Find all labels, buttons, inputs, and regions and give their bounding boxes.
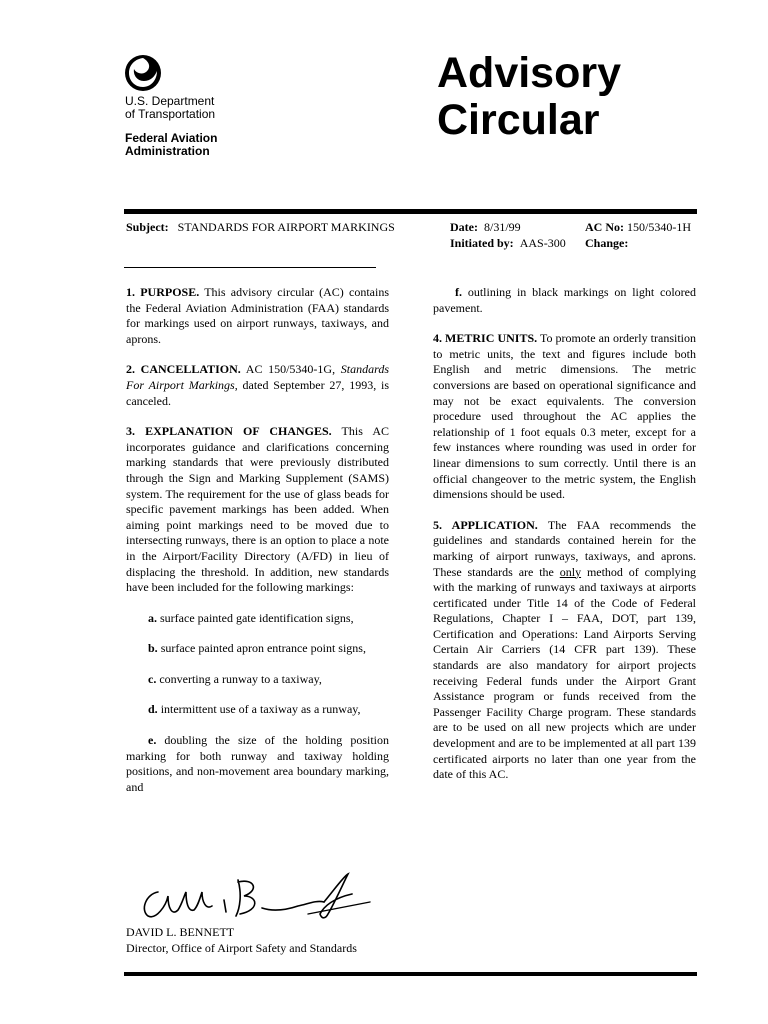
department-line-1: U.S. Department [125,94,215,108]
right-column [433,285,696,798]
purpose-paragraph [126,285,389,347]
subject-label: Subject: [126,220,169,234]
subject-value: STANDARDS FOR AIRPORT MARKINGS [177,220,395,234]
signer-name: DAVID L. BENNETT [126,925,235,939]
dot-logo-icon [124,54,162,92]
left-column [126,285,389,810]
subject-line [126,219,395,235]
agency-line-1: Federal Aviation [125,131,218,145]
purpose-heading: 1. PURPOSE. [126,285,200,299]
application-text: The FAA recommends the guidelines and standards contained herein for the marking of airport runways, taxiways, and aprons. These standards are the [433,517,696,579]
list-item [126,672,389,688]
changes-paragraph [126,424,389,596]
list-item [126,733,389,795]
list-item-letter: a. [148,610,157,625]
application-paragraph [433,518,696,783]
application-heading: 5. APPLICATION. [433,517,538,532]
cancellation-text-end: , dated September 27, 1993, is canceled. [126,377,389,408]
date-value: 8/31/99 [483,220,521,234]
list-item-text: surface painted apron entrance point signs, [157,641,366,656]
metric-text: To promote an orderly transition to metric units, the text and figures include both English and metric dimensions. The metric conversions are based on operational significance and may not be exact equivalents. The conversion procedure used throughout the AC applies the relationship of 1 foot equals 0.3 meter, except for a few instances where rounding was used in order for linear dimensions to sum correctly. Until there is an official changeover to the metric system, the English dimensions should be used. [433,331,697,502]
cancellation-heading: 2. CANCELLATION. [126,362,241,377]
list-item [126,641,389,657]
ac-number-value: 150/5340-1H [627,220,691,234]
application-text-end: method of complying with the marking of runways and taxiways at airports certificated under Title 14 of the Code of Federal Regulations, Chapter I – FAA, DOT, part 139, Certification and Operations: Land Airports Serving Certain Air Carriers (14 CFR part 139). These standards are also mandatory for airport projects receiving Federal funds under the Airport Grant Assistance program or funds received from the Passenger Facility Charge program. These standards are to be used on all new projects which are under development and are to be implemented at all part 139 certificated airports no later than one year from the date of this AC. [433,564,696,782]
title-line-1: Advisory [437,49,622,97]
initiated-label: Initiated by: [450,236,514,250]
agency-line-2: Administration [125,144,210,158]
ac-number-label: AC No: [585,220,624,234]
changes-text: This AC incorporates guidance and clarifications concerning marking standards that were previously distributed through the Sign and Marking Supplement (SAMS) system. The requirement for the use of glass beads for specific pavement markings has been added. When aiming point markings need to be moved due to intersecting runways, there is an option to place a note in the Airport/Facility Directory (A/FD) in lieu of displacing the threshold. In addition, new standards have been included for the following markings: [126,424,390,595]
list-item [126,611,389,627]
metric-paragraph [433,331,696,503]
list-item-text: outlining in black markings on light colored pavement. [433,285,696,315]
list-item-letter: b. [148,641,158,656]
handwritten-signature [138,870,373,925]
purpose-text: This advisory circular (AC) contains the Federal Aviation Administration (FAA) standards for markings used on airport runways, taxiways, and aprons. [126,285,389,346]
change-line [585,235,628,251]
section-rule [124,267,376,268]
cancellation-title: Standards For Airport Markings [126,362,389,392]
date-line [450,219,521,235]
list-item [433,285,696,316]
list-item-text: intermittent use of a taxiway as a runway, [157,702,361,717]
title-line-2: Circular [437,96,600,144]
signer-block [126,924,357,956]
bottom-rule [124,972,697,976]
list-item-letter: d. [148,702,158,717]
list-item-letter: c. [148,671,157,686]
agency-name [125,132,217,158]
list-item [126,702,389,718]
list-item-letter: e. [148,733,157,748]
department-line-2: of Transportation [125,107,216,121]
department-name [125,95,215,121]
metric-heading: 4. METRIC UNITS. [433,331,538,346]
list-item-letter: f. [455,285,462,299]
changes-heading: 3. EXPLANATION OF CHANGES. [126,424,332,439]
list-item-text: surface painted gate identification signs, [157,610,354,625]
change-label: Change: [585,236,629,250]
list-item-text: doubling the size of the holding position marking for both runway and taxiway holding positions, and non-movement area boundary marking, and [126,733,389,794]
document-title [437,50,621,144]
date-label: Date: [450,220,478,234]
cancellation-paragraph [126,362,389,409]
cancellation-text: AC 150/5340-1G, [240,362,341,377]
signer-title: Director, Office of Airport Safety and Standards [126,941,357,955]
ac-number-line [585,219,691,235]
top-rule [124,209,697,214]
list-item-text: converting a runway to a taxiway, [156,671,322,686]
initiated-value: AAS-300 [519,236,566,250]
initiated-line [450,235,566,251]
application-emphasis: only [559,564,582,579]
